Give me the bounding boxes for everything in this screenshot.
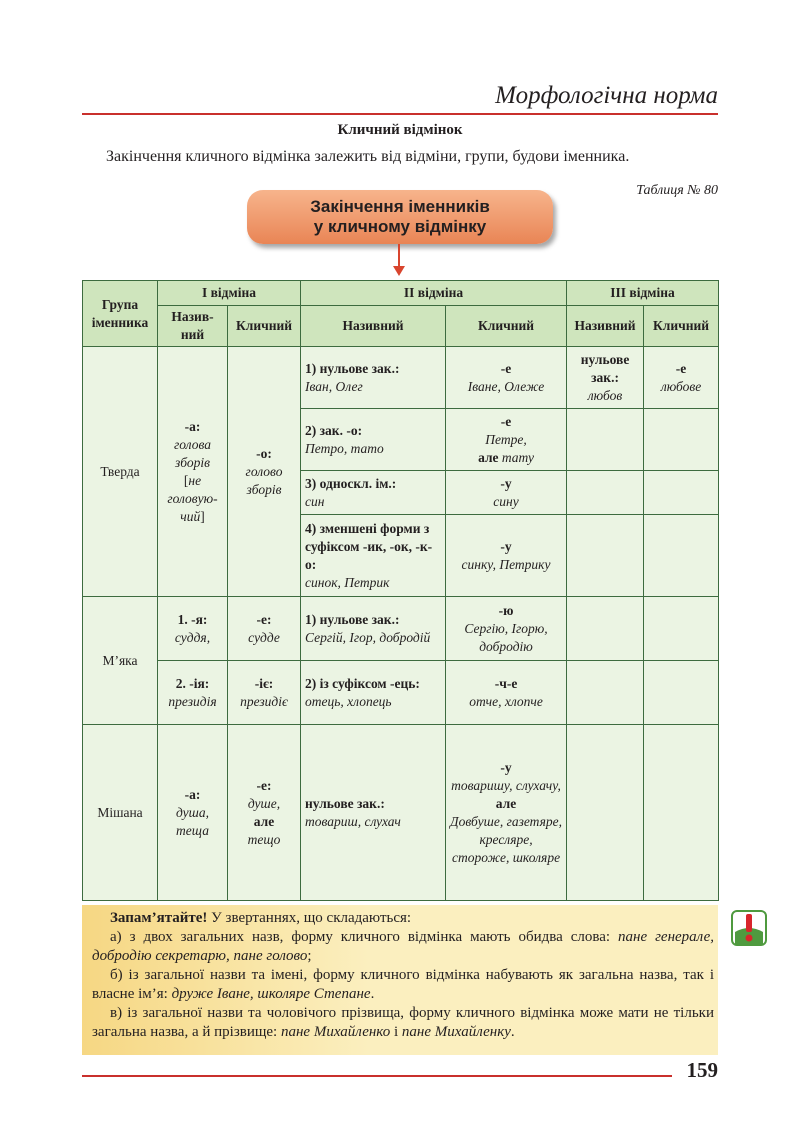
- header-d2-voc: Кличний: [446, 306, 567, 347]
- mixed-d2-nom: нульове зак.: товариш, слухач: [301, 725, 446, 901]
- header-decl-2: ІІ відміна: [301, 281, 567, 306]
- table-label: Таблиця № 80: [636, 183, 718, 198]
- hard-r2-nom: 2) зак. -о: Петро, тато: [301, 409, 446, 471]
- hard-r4-nom: 4) зменшені форми з суфіксом -ик, -ок, -к-о: синок, Петрик: [301, 515, 446, 597]
- empty-cell: [567, 661, 644, 725]
- attention-icon: [731, 910, 767, 946]
- empty-cell: [567, 597, 644, 661]
- page-number: 159: [686, 1058, 718, 1082]
- empty-cell: [567, 409, 644, 471]
- hard-r2-voc: -е Петре, але тату: [446, 409, 567, 471]
- top-rule: [82, 113, 718, 115]
- hard-d3-nom: нульове зак.: любов: [567, 347, 644, 409]
- header-d3-voc: Кличний: [644, 306, 719, 347]
- empty-cell: [567, 515, 644, 597]
- hard-d1-voc: -о: голово зборів: [228, 347, 301, 597]
- header-decl-3: ІІІ відміна: [567, 281, 719, 306]
- section-title: Морфологічна норма: [495, 82, 718, 109]
- intro-paragraph: Закінчення кличного відмінка залежить від відміни, групи, будови іменника.: [106, 148, 630, 165]
- mixed-d2-voc: -у товаришу, слухачу, але Довбуше, газетяре, кресляре, стороже, школяре: [446, 725, 567, 901]
- group-soft: М’яка: [83, 597, 158, 725]
- header-group: Група іменника: [83, 281, 158, 347]
- arrow-down-icon: [398, 244, 400, 268]
- banner-line-1: Закінчення іменників: [310, 197, 490, 216]
- empty-cell: [567, 725, 644, 901]
- hard-r3-voc: -у сину: [446, 471, 567, 515]
- remember-note: Запам’ятайте! У звертаннях, що складаються: а) з двох загальних назв, форму кличного відмінка мають обидва слова: пане генерале, добродію секретарю, пане голово; б) із загальної назви та імені, форму кличного відмінка набувають як загальна назва, так і власне ім’я: друже Іване, школяре Степане. в) із загальної назви та чоловічого прізвища, форму кличного відмінка може мати не тільки загальна назва, а й прізвище: пане Михайленко і пане Михайленку.: [82, 905, 718, 1055]
- empty-cell: [567, 471, 644, 515]
- mixed-d1-voc: -е: душе, але тещо: [228, 725, 301, 901]
- empty-cell: [644, 515, 719, 597]
- group-hard: Тверда: [83, 347, 158, 597]
- soft-r1-d1-nom: 1. -я: суддя,: [158, 597, 228, 661]
- table-title-banner: [247, 190, 553, 244]
- hard-d1-nom: -а: голова зборів [не головуючий]: [158, 347, 228, 597]
- header-d1-voc: Кличний: [228, 306, 301, 347]
- header-d3-nom: Називний: [567, 306, 644, 347]
- bottom-rule: [82, 1075, 672, 1077]
- hard-d3-voc: -е любове: [644, 347, 719, 409]
- soft-r2-d1-nom: 2. -ія: президія: [158, 661, 228, 725]
- soft-r2-nom: 2) із суфіксом -ець: отець, хлопець: [301, 661, 446, 725]
- hard-r4-voc: -у синку, Петрику: [446, 515, 567, 597]
- empty-cell: [644, 409, 719, 471]
- soft-r2-d1-voc: -іє: президіє: [228, 661, 301, 725]
- empty-cell: [644, 597, 719, 661]
- header-decl-1: І відміна: [158, 281, 301, 306]
- empty-cell: [644, 725, 719, 901]
- soft-r1-d1-voc: -е: судде: [228, 597, 301, 661]
- mixed-d1-nom: -а: душа, теща: [158, 725, 228, 901]
- empty-cell: [644, 471, 719, 515]
- page-heading: Кличний відмінок: [337, 122, 463, 138]
- hard-r1-voc: -е Іване, Олеже: [446, 347, 567, 409]
- header-d1-nom: Називний: [158, 306, 228, 347]
- banner-line-2: у кличному відмінку: [313, 217, 487, 236]
- hard-r1-nom: 1) нульове зак.: Іван, Олег: [301, 347, 446, 409]
- soft-r1-nom: 1) нульове зак.: Сергій, Ігор, добродій: [301, 597, 446, 661]
- arrow-head-icon: [393, 266, 405, 276]
- empty-cell: [644, 661, 719, 725]
- declension-table: [82, 280, 719, 901]
- group-mixed: Мішана: [83, 725, 158, 901]
- soft-r1-voc: -ю Сергію, Ігорю, добродію: [446, 597, 567, 661]
- soft-r2-voc: -ч-е отче, хлопче: [446, 661, 567, 725]
- hard-r3-nom: 3) односкл. ім.: син: [301, 471, 446, 515]
- header-d2-nom: Називний: [301, 306, 446, 347]
